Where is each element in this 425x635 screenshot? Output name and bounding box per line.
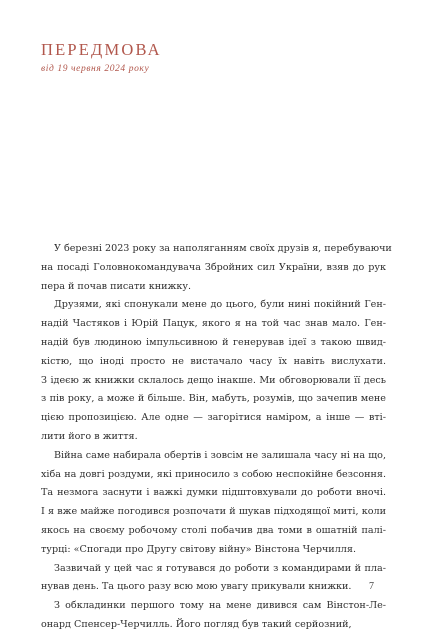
paragraph	[41, 597, 386, 635]
text-line: Зазвичай у цей час я готувався до роботи з командирами й пла-	[54, 562, 386, 574]
text-line: надій Частяков і Юрій Пацук, якого я на той час знав мало. Ген-	[41, 318, 386, 330]
text-line: на посаді Головнокомандувача Збройних сил України, взяв до рук	[41, 261, 386, 273]
text-line: хіба на довгі роздуми, які приносило з собою неспокійне безсоння.	[41, 468, 386, 480]
text-line: турці: «Спогади про Другу світову війну» Вінстона Черчилля.	[41, 543, 356, 555]
paragraph	[41, 447, 386, 560]
text-line: І я вже майже погодився розпочати й шукав підходящої миті, коли	[41, 506, 386, 518]
text-line: пера й почав писати книжку.	[41, 280, 192, 292]
chapter-date: від 19 червня 2024 року	[41, 64, 150, 74]
text-line: з пів року, а може й більше. Він, мабуть, розумів, що зачепив мене	[41, 393, 386, 405]
text-line: З обкладинки першого тому на мене дивився сам Вінстон-Ле-	[54, 600, 386, 612]
text-line: цією пропозицією. Але одне — загорітися наміром, а інше — вті-	[41, 412, 386, 424]
text-line: лити його в життя.	[41, 430, 138, 442]
text-line: Друзями, які спонукали мене до цього, були нині покійний Ген-	[54, 299, 386, 311]
text-line: нував день. Та цього разу всю мою увагу прикували книжки.	[41, 581, 352, 593]
text-line: У березні 2023 року за наполяганням своїх друзів я, перебуваючи	[54, 243, 392, 254]
text-line: Війна саме набирала обертів і зовсім не залишала часу ні на що,	[54, 449, 386, 461]
paragraph	[41, 560, 386, 598]
page-number: 7	[369, 581, 374, 592]
text-line: надій був людиною імпульсивною й генерував ідеї з такою швид-	[41, 336, 386, 348]
text-line: З ідеєю ж книжки склалось дещо інакше. Ми обговорювали її десь	[41, 374, 386, 386]
text-line: кістю, що іноді просто не вистачало часу їх навіть вислухати.	[41, 355, 386, 367]
paragraph	[41, 240, 392, 296]
paragraph	[41, 296, 386, 446]
body-text	[41, 240, 392, 635]
chapter-title: ПЕРЕДМОВА	[41, 40, 162, 59]
text-line: Та незмога заснути і важкі думки підштовхували до роботи вночі.	[41, 487, 386, 499]
text-line: якось на своєму робочому столі побачив два томи в ошатній палі-	[41, 524, 386, 536]
text-line: онард Спенсер-Черчилль. Його погляд був такий серйозний,	[41, 618, 352, 630]
